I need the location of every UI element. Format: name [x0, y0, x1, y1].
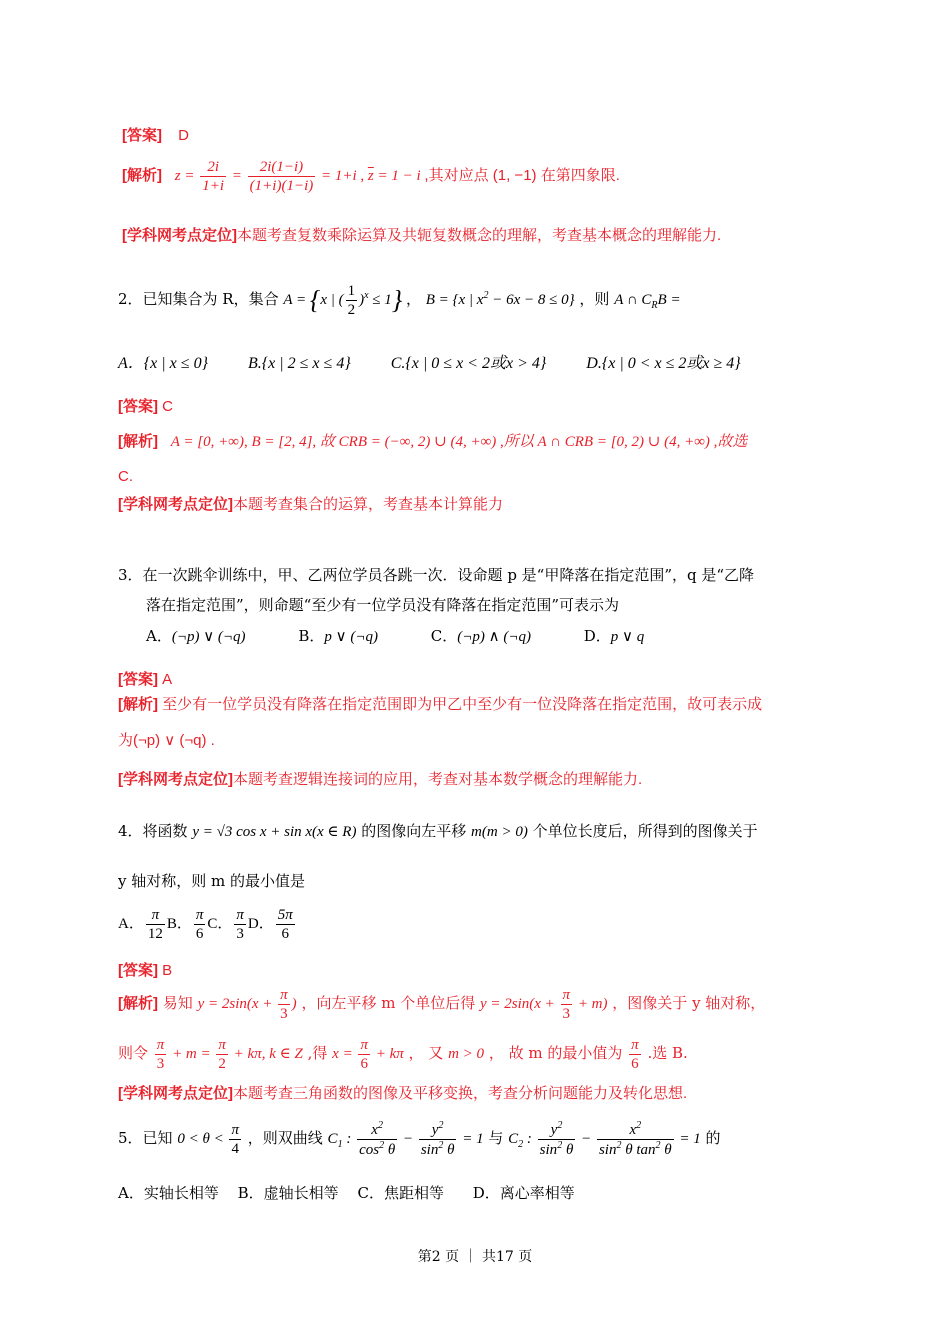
q3-answer	[118, 668, 172, 689]
q1-position-text: 本题考查复数乘除运算及共轭复数概念的理解，考查基本概念的理解能力.	[237, 227, 722, 244]
q1-position	[122, 224, 721, 245]
q2-position-label: [学科网考点定位]	[118, 496, 233, 513]
q3-position	[118, 768, 642, 789]
q3-analysis-line2: 为(¬p) ∨ (¬q) .	[118, 732, 215, 749]
q2-position	[118, 493, 503, 514]
q3-stem-line2: 落在指定范围”，则命题“至少有一位学员没有降落在指定范围”可表示为	[146, 596, 620, 614]
q4-position-label: [学科网考点定位]	[118, 1085, 233, 1102]
q3-stem-line1: 3．在一次跳伞训练中，甲、乙两位学员各跳一次．设命题 p 是“甲降落在指定范围”，q 是“乙降	[118, 566, 755, 584]
q2-option-c: C.{x | 0 ≤ x < 2或x > 4}	[390, 355, 547, 372]
q4-option-b: B． $\frac{\pi}{6}$	[166, 907, 204, 942]
q2-analysis	[118, 430, 747, 451]
q3-position-text: 本题考查逻辑连接词的应用，考查对基本数学概念的理解能力.	[233, 771, 643, 788]
q4-stem-a: 4．将函数	[118, 822, 188, 840]
q3-options	[146, 625, 680, 646]
q4-option-d: D． $\frac{5\pi}{6}$	[247, 907, 293, 942]
q3-analysis-label: [解析]	[118, 696, 158, 713]
q3-answer-value: A	[162, 671, 173, 688]
q2-stem-ask: ，则	[579, 289, 610, 308]
q1-answer	[122, 124, 189, 145]
q4-position	[118, 1082, 687, 1103]
q2-option-d: D.{x | 0 < x ≤ 2或x ≥ 4}	[586, 355, 741, 372]
q2-answer	[118, 395, 173, 416]
q4-option-a: A． $\frac{\pi}{12}$	[118, 907, 163, 942]
q5-stem: 5．已知 0 < θ < $\frac{\pi}{4}$ ，则双曲线 $C_1$ : $\frac{x^2}{\cos^2 \theta}$ − $\frac{y^2}{\sin^2 \theta}$ = 1 与 $C_2$ : $\frac{y^2}{\sin^2 \theta}$ − $\frac{x^2}{\sin^2 \theta \tan^2 \theta}$ = 1 的	[118, 1120, 721, 1158]
q1-analysis	[122, 158, 620, 195]
q3-option-d: D．p ∨ q	[583, 627, 645, 645]
q4-stem-line1	[118, 820, 758, 841]
q4-position-text: 本题考查三角函数的图像及平移变换，考查分析问题能力及转化思想.	[233, 1085, 688, 1102]
q4-stem-line2: y 轴对称，则 m 的最小值是	[118, 872, 306, 890]
q4-option-c: C． $\frac{\pi}{3}$	[207, 907, 244, 942]
q3-position-label: [学科网考点定位]	[118, 771, 233, 788]
q2-answer-value: C	[162, 398, 174, 415]
q2-options	[118, 350, 777, 373]
q5-option-a: A．实轴长相等	[118, 1184, 219, 1202]
q2-position-text: 本题考查集合的运算，考查基本计算能力	[233, 496, 504, 513]
q1-answer-value: D	[178, 127, 190, 144]
q2-option-a: A．{x | x ≤ 0}	[118, 355, 208, 372]
q4-options	[118, 906, 297, 943]
q2-expression: A ∩ $C_RB$ =	[614, 291, 681, 311]
q2-analysis-label: [解析]	[118, 433, 158, 450]
q1-answer-label: [答案]	[122, 127, 162, 144]
q2-option-b: B.{x | 2 ≤ x ≤ 4}	[247, 355, 351, 372]
q1-analysis-formula: z = $\frac{2i}{1+i}$ = $\frac{2i(1-i)}{(1+i)(1-i)}$ = 1+i , $\overline{z} = 1 - i$	[174, 159, 425, 194]
q4-analysis-line2: 则令 $\frac{\pi}{3}$ + m = $\frac{\pi}{2}$ + kπ, k ∈ Z ,得 x = $\frac{\pi}{6}$ + kπ ， 又 m > 0 ， 故 m 的最小值为 $\frac{\pi}{6}$ .选 B.	[118, 1037, 688, 1072]
q2-stem: 2．已知集合为 R，集合 A = {x | ( $\frac{1}{2}$ )$^x$ ≤ 1} ， B = {x | $x^2 - 6x - 8 \le 0$} ，则 A ∩ $C_RB$ =	[118, 283, 681, 318]
q5-option-c: C．焦距相等	[357, 1184, 444, 1202]
q2-stem-prefix: 2．已知集合为 R，集合	[118, 289, 279, 308]
q4-shift: m(m > 0)	[471, 824, 528, 840]
q3-answer-label: [答案]	[118, 671, 158, 688]
q4-answer	[118, 959, 172, 980]
q2-set-a: A = {x | ( $\frac{1}{2}$ )$^x$ ≤ 1}	[283, 283, 403, 318]
q5-option-b: B．虚轴长相等	[237, 1184, 339, 1202]
q3-analysis-line1: 至少有一位学员没有降落在指定范围即为甲乙中至少有一位没降落在指定范围，故可表示成	[162, 696, 763, 713]
q2-analysis-text: A = [0, +∞), B = [2, 4], 故 CRB = (−∞, 2) ∪ (4, +∞) ,所以 A ∩ CRB = [0, 2) ∪ (4, +∞) ,故选	[170, 434, 748, 450]
q1-analysis-tail: ,其对应点 (1, −1) 在第四象限.	[424, 166, 620, 184]
q4-function: y = √3 cos x + sin x(x ∈ R)	[192, 824, 357, 840]
q5-options	[118, 1182, 575, 1203]
q4-answer-label: [答案]	[118, 962, 158, 979]
q2-set-b: B = {x | $x^2 - 6x - 8 \le 0$}	[425, 289, 575, 308]
q3-analysis	[118, 693, 762, 714]
q3-option-c: C．(¬p) ∧ (¬q)	[430, 627, 531, 645]
q1-analysis-label: [解析]	[122, 166, 162, 184]
q4-stem-c: 个单位长度后，所得到的图像关于	[532, 822, 758, 840]
q2-answer-label: [答案]	[118, 398, 158, 415]
q2-analysis-cont: C.	[118, 468, 133, 485]
q3-option-b: B．p ∨ (¬q)	[298, 627, 378, 645]
page-footer: 第2 页 ｜ 共17 页	[417, 1249, 533, 1265]
q5-option-d: D．离心率相等	[472, 1184, 575, 1202]
q3-option-a: A．(¬p) ∨ (¬q)	[146, 627, 246, 645]
q4-stem-b: 的图像向左平移	[361, 822, 467, 840]
q4-analysis-label: [解析]	[118, 994, 158, 1012]
q1-position-label: [学科网考点定位]	[122, 227, 237, 244]
q4-answer-value: B	[162, 962, 173, 979]
q4-analysis-line1: [解析] 易知 y = 2sin(x + $\frac{\pi}{3}$ ) ，向左平移 m 个单位后得 y = 2sin(x + $\frac{\pi}{3}$ + m) ，图像关于 y 轴对称，	[118, 987, 766, 1022]
